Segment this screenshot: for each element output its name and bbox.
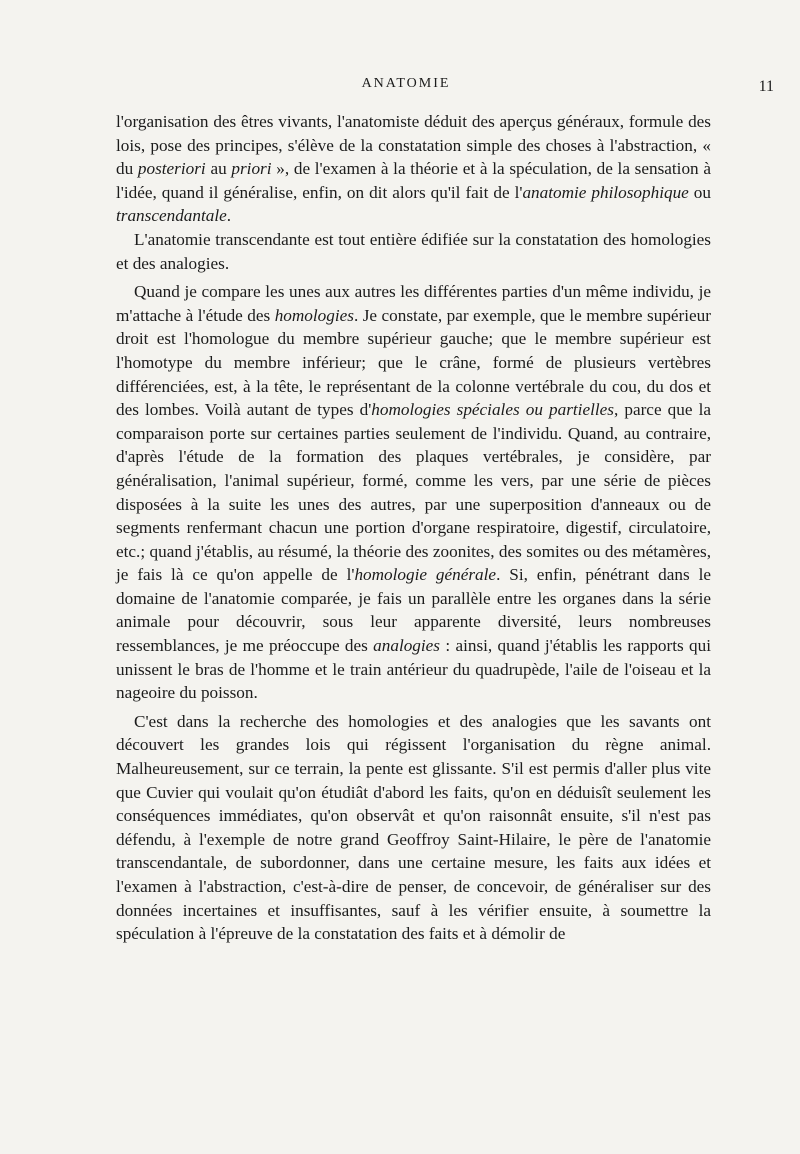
paragraph-4: C'est dans la recherche des homologies et des analogies que les savants ont découvert les grandes lois qui régissent l'organisation du règne animal. Malheureusement, sur ce terrain, la pente est glissante. S'il est permis d'aller plus vite que Cuvier qui voulait qu'on étudiât d'abord les faits, qu'on en déduisît seulement les conséquences immédiates, qu'on observât et qu'on raisonnât ensuite, s'il n'est pas défendu, à l'exemple de notre grand Geoffroy Saint-Hilaire, le père de l'anatomie transcendantale, de subordonner, dans une certaine mesure, les faits aux idées et l'examen à l'abstraction, c'est-à-dire de penser, de concevoir, de généraliser sur des données incertaines et insuffisantes, sauf à les vérifier ensuite, à soumettre la spéculation à l'épreuve de la constatation des faits et à démolir de (116, 711, 711, 944)
page-number: 11 (758, 78, 774, 95)
running-title: ANATOMIE (361, 76, 451, 91)
page-header (0, 74, 800, 98)
paragraph-3: Quand je compare les unes aux autres les différentes parties d'un même individu, je m'attache à l'étude des homologies. Je constate, par exemple, que le membre supérieur droit est l'homologue du membre supérieur gauche; que le membre supérieur est l'homotype du membre inférieur; que le crâne, formé de plusieurs vertèbres différenciées, est, à la tête, le représentant de la colonne vertébrale du cou, du dos et des lombes. Voilà autant de types d'homologies spéciales ou partielles, parce que la comparaison porte sur certaines parties seulement de l'individu. Quand, au contraire, d'après l'étude de la formation des plaques vertébrales, je considère, par généralisation, l'animal supérieur, formé, comme les vers, par une série de pièces disposées à la suite les unes des autres, par une superposition d'anneaux ou de segments renfermant chacun une portion d'organe respiratoire, digestif, circulatoire, etc.; quand j'établis, au résumé, la théorie des zoonites, des somites ou des métamères, je fais là ce qu'on appelle de l'homologie générale. Si, enfin, pénétrant dans le domaine de l'anatomie comparée, je fais un parallèle entre les organes dans la série animale pour découvrir, sous leur apparente diversité, leurs nombreuses ressemblances, je me préoccupe des analogies : ainsi, quand j'établis les rapports qui unissent le bras de l'homme et le train antérieur du quadrupède, l'aile de l'oiseau et la nageoire du poisson. (116, 282, 712, 703)
body-text (116, 110, 711, 946)
paragraph-2: L'anatomie transcendante est tout entière édifiée sur la constatation des homologies et des analogies. (116, 229, 711, 273)
paragraph-1: l'organisation des êtres vivants, l'anatomiste déduit des aperçus généraux, formule des lois, pose des principes, s'élève de la constatation simple des choses à l'abstraction, « du posteriori au priori », de l'examen à la théorie et à la spéculation, de la sensation à l'idée, quand il généralise, enfin, on dit alors qu'il fait de l'anatomie philosophique ou transcendantale. (116, 112, 711, 226)
